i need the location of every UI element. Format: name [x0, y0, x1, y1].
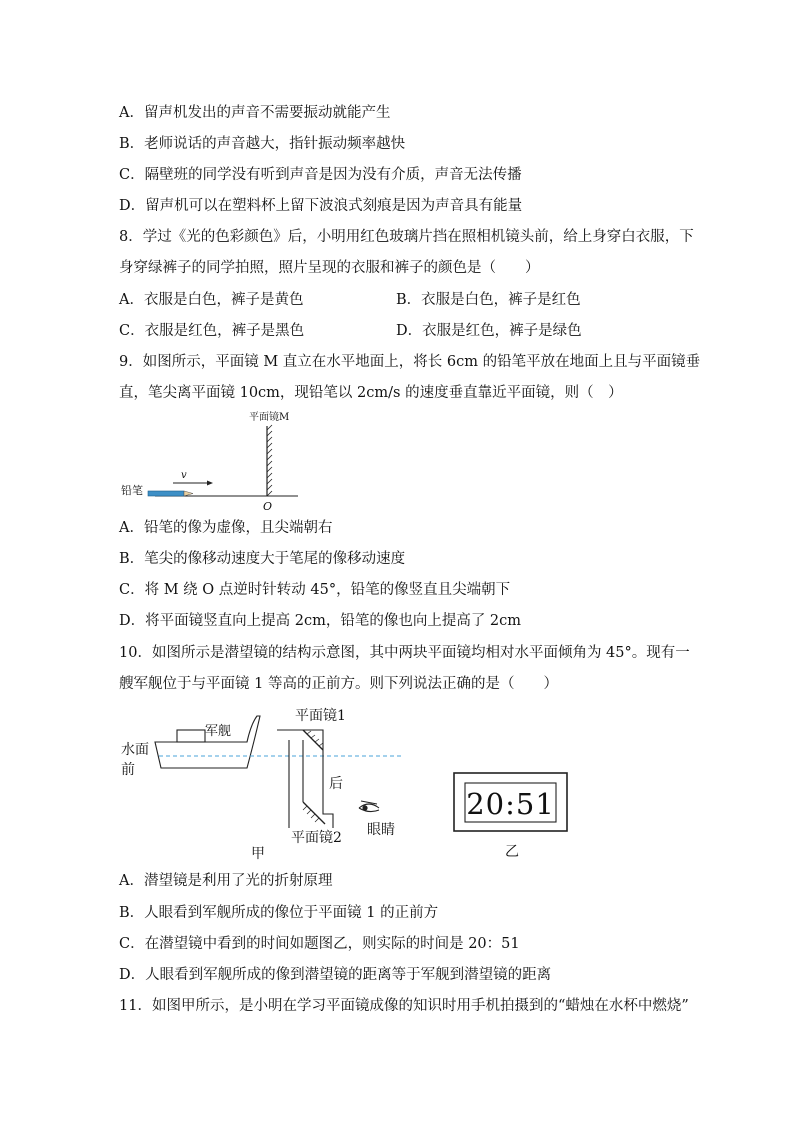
warship-cabin [177, 730, 205, 742]
q9-option-d: D．将平面镜竖直向上提高 2cm，铅笔的像也向上提高了 2cm [119, 613, 522, 629]
point-o-label: O [263, 500, 273, 513]
q8-option-a: A．衣服是白色，裤子是黄色 [119, 292, 304, 308]
q7-option-a: A．留声机发出的声音不需要振动就能产生 [119, 105, 391, 121]
q8-option-c: C．衣服是红色，裤子是黑色 [119, 323, 305, 339]
q7-option-d: D．留声机可以在塑料杯上留下波浪式刻痕是因为声音具有能量 [119, 198, 523, 214]
q9-option-a: A．铅笔的像为虚像，且尖端朝右 [119, 520, 333, 536]
q9-stem-line2: 直，笔尖离平面镜 10cm，现铅笔以 2cm/s 的速度垂直靠近平面镜，则（ ） [119, 385, 623, 401]
q9-mirror-figure [115, 404, 315, 514]
pencil-body [148, 491, 184, 496]
mirror-2 [303, 802, 325, 824]
q10-option-c: C．在潜望镜中看到的时间如题图乙，则实际的时间是 20：51 [119, 936, 520, 952]
figure-caption-yi: 乙 [505, 844, 519, 860]
warship-label: 军舰 [205, 724, 232, 739]
q10-stem-line2: 艘军舰位于与平面镜 1 等高的正前方。则下列说法正确的是（ ） [119, 676, 558, 692]
q10-clock-figure [450, 768, 572, 862]
mirror-2-hatching [303, 806, 319, 822]
q9-option-b: B．笔尖的像移动速度大于笔尾的像移动速度 [119, 551, 406, 567]
mirror-2-label: 平面镜2 [291, 830, 342, 846]
mirror-1-hatching [307, 731, 323, 746]
q7-option-c: C．隔壁班的同学没有听到声音是因为没有介质，声音无法传播 [119, 167, 522, 183]
back-label: 后 [329, 776, 343, 792]
mirror-1-label: 平面镜1 [295, 708, 346, 724]
velocity-arrowhead [207, 481, 213, 486]
mirror-1 [303, 730, 323, 750]
mirror-label: 平面镜M [249, 412, 290, 423]
q9-option-c: C．将 M 绕 O 点逆时针转动 45°，铅笔的像竖直且尖端朝下 [119, 582, 511, 598]
q10-stem-line1: 10．如图所示是潜望镜的结构示意图，其中两块平面镜均相对水平面倾角为 45°。现有一 [119, 645, 690, 661]
q8-option-b: B．衣服是白色，裤子是红色 [396, 292, 581, 308]
q10-option-d: D．人眼看到军舰所成的像到潜望镜的距离等于军舰到潜望镜的距离 [119, 967, 552, 983]
clock-digits: 20:51 [466, 787, 555, 821]
q10-periscope-figure [115, 704, 415, 862]
pencil-label: 铅笔 [121, 484, 143, 497]
front-label: 前 [121, 762, 135, 778]
q8-stem-line1: 8．学过《光的色彩颜色》后，小明用红色玻璃片挡在照相机镜头前，给上身穿白衣服，下 [119, 229, 694, 245]
figure-caption-jia: 甲 [251, 846, 265, 862]
pencil-tip [184, 491, 193, 496]
q11-stem-line1: 11．如图甲所示，是小明在学习平面镜成像的知识时用手机拍摄到的“蜡烛在水杯中燃烧” [119, 998, 689, 1014]
q10-option-b: B．人眼看到军舰所成的像位于平面镜 1 的正前方 [119, 905, 439, 921]
mirror-hatching [267, 425, 272, 496]
q8-stem-line2: 身穿绿裤子的同学拍照，照片呈现的衣服和裤子的颜色是（ ） [119, 260, 540, 276]
eye-icon [359, 801, 379, 812]
eye-label: 眼睛 [367, 822, 395, 838]
periscope-outer-wall [277, 730, 333, 828]
velocity-label: v [181, 470, 187, 481]
q8-option-d: D．衣服是红色，裤子是绿色 [396, 323, 582, 339]
q10-option-a: A．潜望镜是利用了光的折射原理 [119, 873, 333, 889]
q7-option-b: B．老师说话的声音越大，指针振动频率越快 [119, 136, 406, 152]
q9-stem-line1: 9．如图所示，平面镜 M 直立在水平地面上，将长 6cm 的铅笔平放在地面上且与平面镜垂 [119, 354, 701, 370]
water-surface-label: 水面 [121, 742, 149, 758]
